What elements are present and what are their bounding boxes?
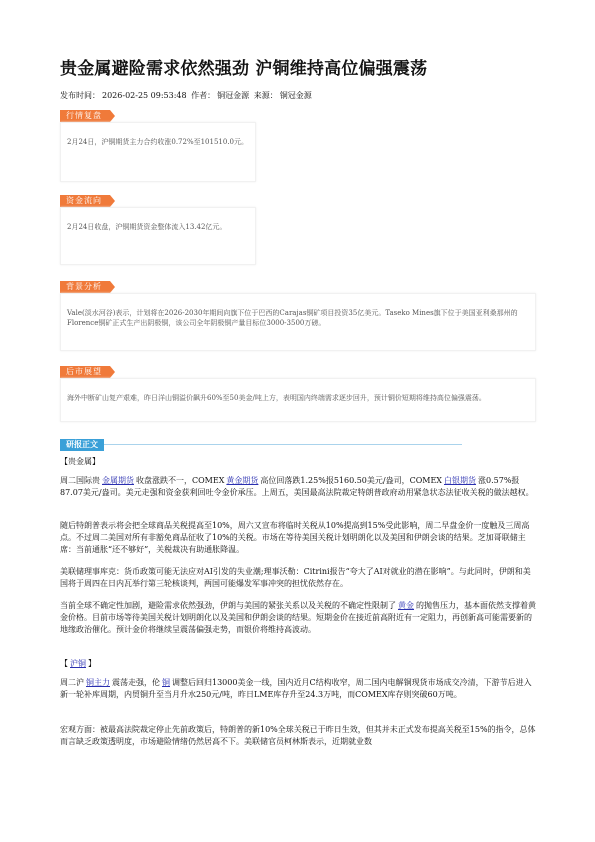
paragraph-5 (60, 677, 536, 701)
text-run: 周二沪 (60, 678, 84, 687)
text-run: 收盘涨跌不一，COMEX (136, 476, 225, 485)
card-fund-flow (60, 195, 536, 265)
keyword-link-gold[interactable]: 黄金 (398, 601, 414, 610)
section-heading (60, 432, 462, 449)
publish-time: 2026-02-25 09:53:48 (102, 91, 187, 100)
card-tag: 背景分析 (60, 281, 110, 293)
text-run: 高位回落跌1.25%报5160.50美元/盎司，COMEX (260, 476, 443, 485)
paragraph-1 (60, 475, 536, 499)
card-tag: 行情复盘 (60, 110, 110, 122)
paragraph-6: 宏观方面：被最高法院裁定停止先前政策后，特朗普的新10%全球关税已于昨日生效，但其并未正式发布提高关税至15%的指令，总体而言缺乏政策透明度，市场避险情绪仍然居高不下。美联储官员柯林斯表示，近期就业数 (60, 725, 536, 746)
card-body: 2月24日，沪铜期货主力合约收涨0.72%至101510.0元。 (60, 122, 256, 182)
card-tag: 资金流向 (60, 195, 110, 207)
author-label: 作者： (191, 91, 216, 100)
bracket: 【 (60, 659, 68, 668)
bracket: 】 (88, 659, 96, 668)
source-label: 来源： (253, 91, 278, 100)
text-run: 当前全球不确定性加剧，避险需求依然强劲，伊朗与美国的紧张关系以及关税的不确定性限制了 (60, 601, 396, 610)
text-run: 震荡走强，伦 (112, 678, 160, 687)
article-meta (60, 90, 314, 101)
paragraph-3: 美联储理事库克：货币政策可能无法应对AI引发的失业潮;理事沃勒：Citrini报告“夸大了AI对就业的潜在影响”。与此同时，伊朗和美国将于周四在日内瓦举行第三轮核谈判，两国可能爆发军事冲突的担忧依然存在。 (60, 567, 531, 588)
keyword-link-silver-futures[interactable]: 白银期货 (444, 476, 477, 485)
text-run: 调整后回归13000美金一线，国内近月C结构收窄，周二国内电解铜现货市场成交冷清，下游节后进入新一轮补库周期，内贸铜升至当月升水250元/吨，昨日LME库存升至24.3万吨，而COMEX库存则突破60万吨。 (60, 678, 532, 699)
paragraph-2: 随后特朗普表示将会把全球商品关税提高至10%，周六又宣布将临时关税从10%提高到15%受此影响，周二早盘金价一度触及三周高点。不过周二美国对所有非豁免商品征收了10%的关税。市场在等待美国关税计划明朗化以及美国和伊朗会谈的结果。芝加哥联储主席：当前通胀“还不够好”，关税裁决有助通胀降温。 (60, 521, 530, 554)
card-body: 海外中断矿山复产艰难，昨日洋山铜溢价飙升60%至50美金/吨上方，表明国内终端需求逐步回升，预计铜价短期将维持高位偏强震荡。 (60, 378, 536, 422)
author: 铜冠金源 (217, 91, 250, 100)
publish-label: 发布时间： (60, 91, 100, 100)
card-tag: 后市展望 (60, 366, 110, 378)
keyword-link-shanghai-copper[interactable]: 沪铜 (70, 659, 86, 668)
section-label: 研报正文 (60, 439, 104, 451)
card-body: 2月24日收盘，沪铜期货资金整体流入13.42亿元。 (60, 207, 256, 265)
keyword-link-metal-futures[interactable]: 金属期货 (102, 476, 134, 485)
card-outlook (60, 366, 536, 422)
keyword-link-copper-main[interactable]: 铜主力 (86, 678, 110, 687)
page-title: 贵金属避险需求依然强劲 沪铜维持高位偏强震荡 (60, 59, 428, 79)
heading-precious-metals: 【贵金属】 (60, 457, 100, 466)
card-body: Vale(淡水河谷)表示，计划将在2026-2030年期间向旗下位于巴西的Carajas铜矿项目投资35亿美元。Taseko Mines旗下位于美国亚利桑那州的Florence铜矿正式生产出阴极铜，该公司全年阴极铜产量目标位3000-3500万磅。 (60, 293, 536, 351)
keyword-link-copper[interactable]: 铜 (162, 678, 170, 687)
text-run: 的抛售压力，基本面依然支撑着黄金价格。目前市场等待美国关税计划明朗化以及美国和伊朗会谈的结果。短期金价在接近前高附近有一定阻力，再创新高可能需要新的地缘政治催化。预计金价将继续呈震荡偏强走势，而银价将维持高波动。 (60, 601, 536, 634)
keyword-link-gold-futures[interactable]: 黄金期货 (226, 476, 259, 485)
text-run: 周二国际贵 (60, 476, 100, 485)
text-run: 涨0.57%报87.07美元/盎司。美元走强和资金获利回吐令金价承压。上周五，美国最高法院裁定特朗普政府动用紧急状态法征收关税的做法越权。 (60, 476, 534, 497)
heading-shanghai-copper (60, 658, 96, 670)
paragraph-4 (60, 600, 536, 636)
source: 铜冠金源 (279, 91, 312, 100)
card-market-review (60, 110, 536, 182)
card-background (60, 281, 536, 351)
